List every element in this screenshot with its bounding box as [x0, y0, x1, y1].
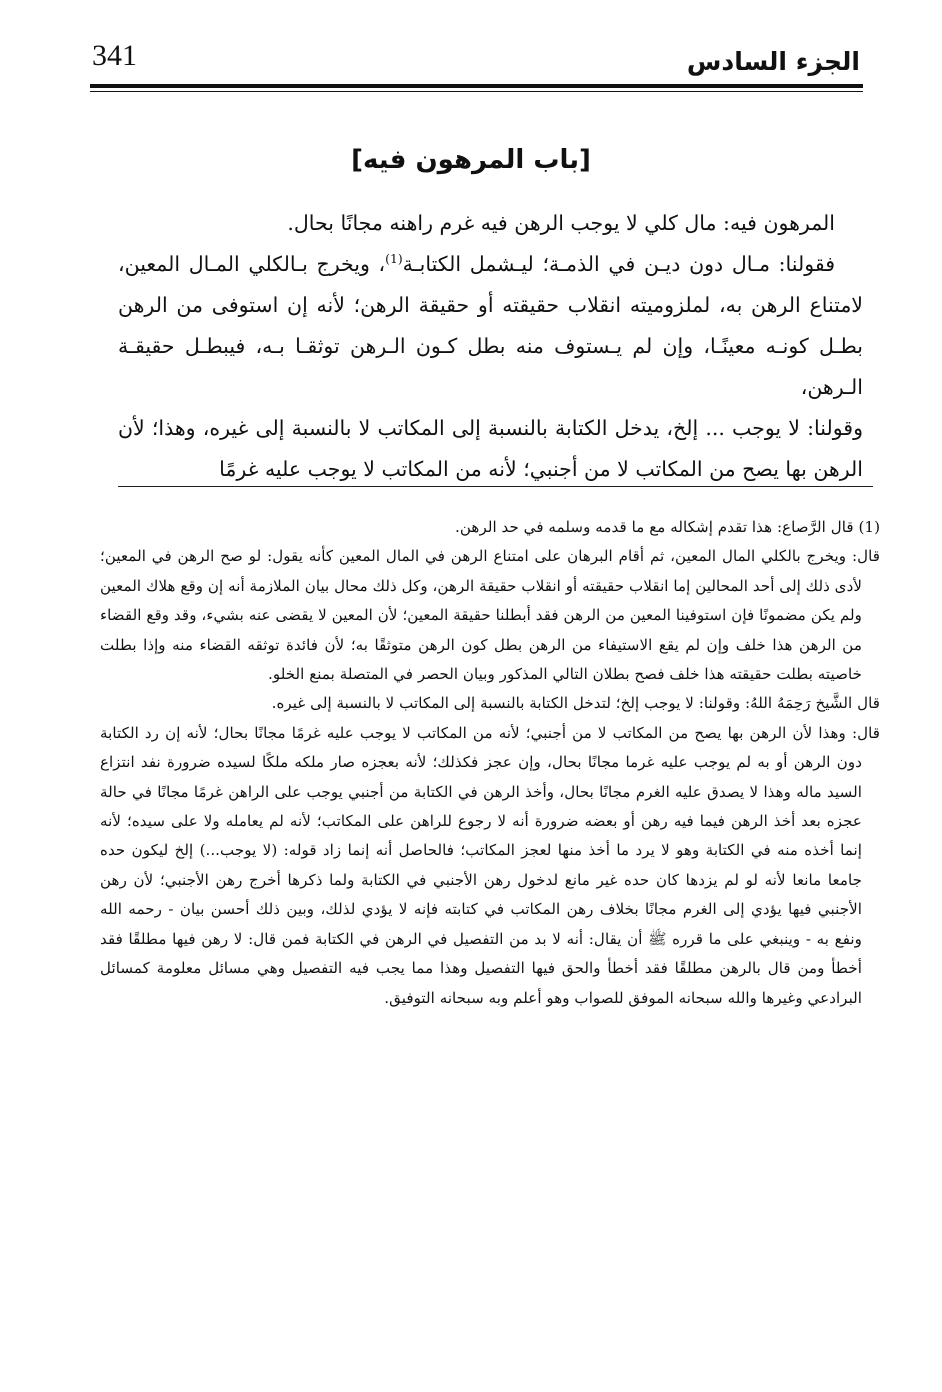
footnote-1 — [100, 513, 880, 542]
footnotes — [100, 513, 880, 1013]
footnote-commentary-1: قال: ويخرج بالكلي المال المعين، ثم أقام البرهان على امتناع الرهن في المال المعين كأنه يقول: لو صح الرهن في المعين؛ لأدى ذلك إلى أحد المحالين إما انقلاب حقيقته أو انقلاب حقيقة الرهن، وكل ذلك محال بيان الملازمة أنه إن وقع هلاك المعين ولم يكن مضمونًا فإن استوفينا المعين من الرهن فقد أبطلنا حقيقة المعين؛ لأن المعين لا يقضى عنه بشيء، وقد وقع القضاء من الرهن هذا خلف وإن لم يقع الاستيفاء من الرهن بطل كون الرهن متوثقًا به؛ لأن فائدة توثقه القضاء منه وإذا بطلت خاصيته بطلت حقيقته هذا خلف فصح بطلان التالي المذكور وبيان الحصر في المتصلة بمنع الخلو. — [100, 547, 880, 684]
running-head: الجزء السادس — [686, 47, 860, 76]
header-rule-thin — [90, 91, 863, 92]
main-paragraph-definition: المرهون فيه: مال كلي لا يوجب الرهن فيه غرم راهنه مجانًا بحال. — [287, 211, 835, 235]
footnote-reference: (1) — [385, 252, 403, 267]
page-number: 341 — [92, 39, 137, 72]
header-rule-thick — [90, 84, 863, 88]
footnote-separator — [118, 486, 873, 487]
footnote-commentary-3: قال: وهذا لأن الرهن بها يصح من المكاتب لا من أجنبي؛ لأنه من المكاتب لا يوجب عليه غرمًا مجانًا بحال؛ لأنه إن رد الكتابة دون الرهن أو به لم يوجب عليه غرما مجانًا بحال، وإن عجز فكذلك؛ لأنه بعجزه صار ملكه ملكًا لسيده ضرورة نفد انتزاع السيد ماله وهذا لا يصدق عليه الغرم مجانًا بحال، وأخذ الرهن في الكتابة من أجنبي يوجب على الراهن غرمًا مجانًا في حالة عجزه بعد أخذ الرهن فيما فيه رهن أو بعضه ضرورة أنه لا رجوع للراهن على المكاتب؛ لأنه لم يعامله ولا على سيده؛ لأنه إنما أخذه منه في الكتابة وهو لا يرد ما أخذ منها لعجز المكاتب؛ فالحاصل أنه إنما زاد قوله: (لا يوجب...) إلخ ليكون حده جامعا مانعا لأنه لو لم يزدها كان حده غير مانع لدخول رهن الأجنبي في الكتابة ولما ذكرها أخرج رهن الأجنبي؛ لأن رهن الأجنبي فيها يؤدي إلى الغرم مجانًا بخلاف رهن المكاتب في كتابته فإنه لا يؤدي لذلك، وبين ذلك أحسن بيان - رحمه الله ونفع به - وينبغي على ما قرره ﷺ أن يقال: أنه لا بد من التفصيل في الرهن في الكتابة فمن قال: لا رهن فيها مطلقًا فقد أخطأ ومن قال بالرهن مطلقًا فقد أخطأ والحق فيها التفصيل وهذا مما يجب فيه التفصيل وهي مسائل معلومة كمسائل البرادعي وغيرها والله سبحانه الموفق للصواب وهو أعلم وبه سبحانه التوفيق. — [100, 723, 880, 1007]
chapter-title: [باب المرهون فيه] — [351, 145, 591, 175]
main-paragraph-explanation-rest: ، ويخرج بـالكلي المـال المعين، لامتناع الرهن به، لملزوميته انقلاب حقيقته أو حقيقة الرهن؛ لأنه إن استوفى من الرهن بطـل كونـه معينًـا، وإن لم يـستوف منه بطل كـون الـرهن توثقـا بـه، فيبطـل حقيقـة الـرهن، — [118, 252, 863, 399]
footnote-1-text: قال الرَّصاع: هذا تقدم إشكاله مع ما قدمه وسلمه في حد الرهن. — [455, 518, 854, 536]
main-text — [118, 203, 863, 490]
main-paragraph-explanation-start: فقولنا: مـال دون ديـن في الذمـة؛ ليـشمل الكتابـة — [402, 252, 835, 276]
main-paragraph-explanation — [118, 244, 863, 408]
footnote-commentary-2: قال الشَّيخ رَحِمَهُ اللهُ: وقولنا: لا يوجب إلخ؛ لتدخل الكتابة بالنسبة إلى المكاتب لا بالنسبة إلى غيره. — [271, 694, 880, 713]
footnote-1-number: (1) — [858, 518, 880, 536]
main-paragraph-continuation: وقولنا: لا يوجب ... إلخ، يدخل الكتابة بالنسبة إلى المكاتب لا بالنسبة إلى غيره، وهذا؛ لأن الرهن بها يصح من المكاتب لا من أجنبي؛ لأنه من المكاتب لا يوجب عليه غرمًا — [118, 416, 863, 481]
